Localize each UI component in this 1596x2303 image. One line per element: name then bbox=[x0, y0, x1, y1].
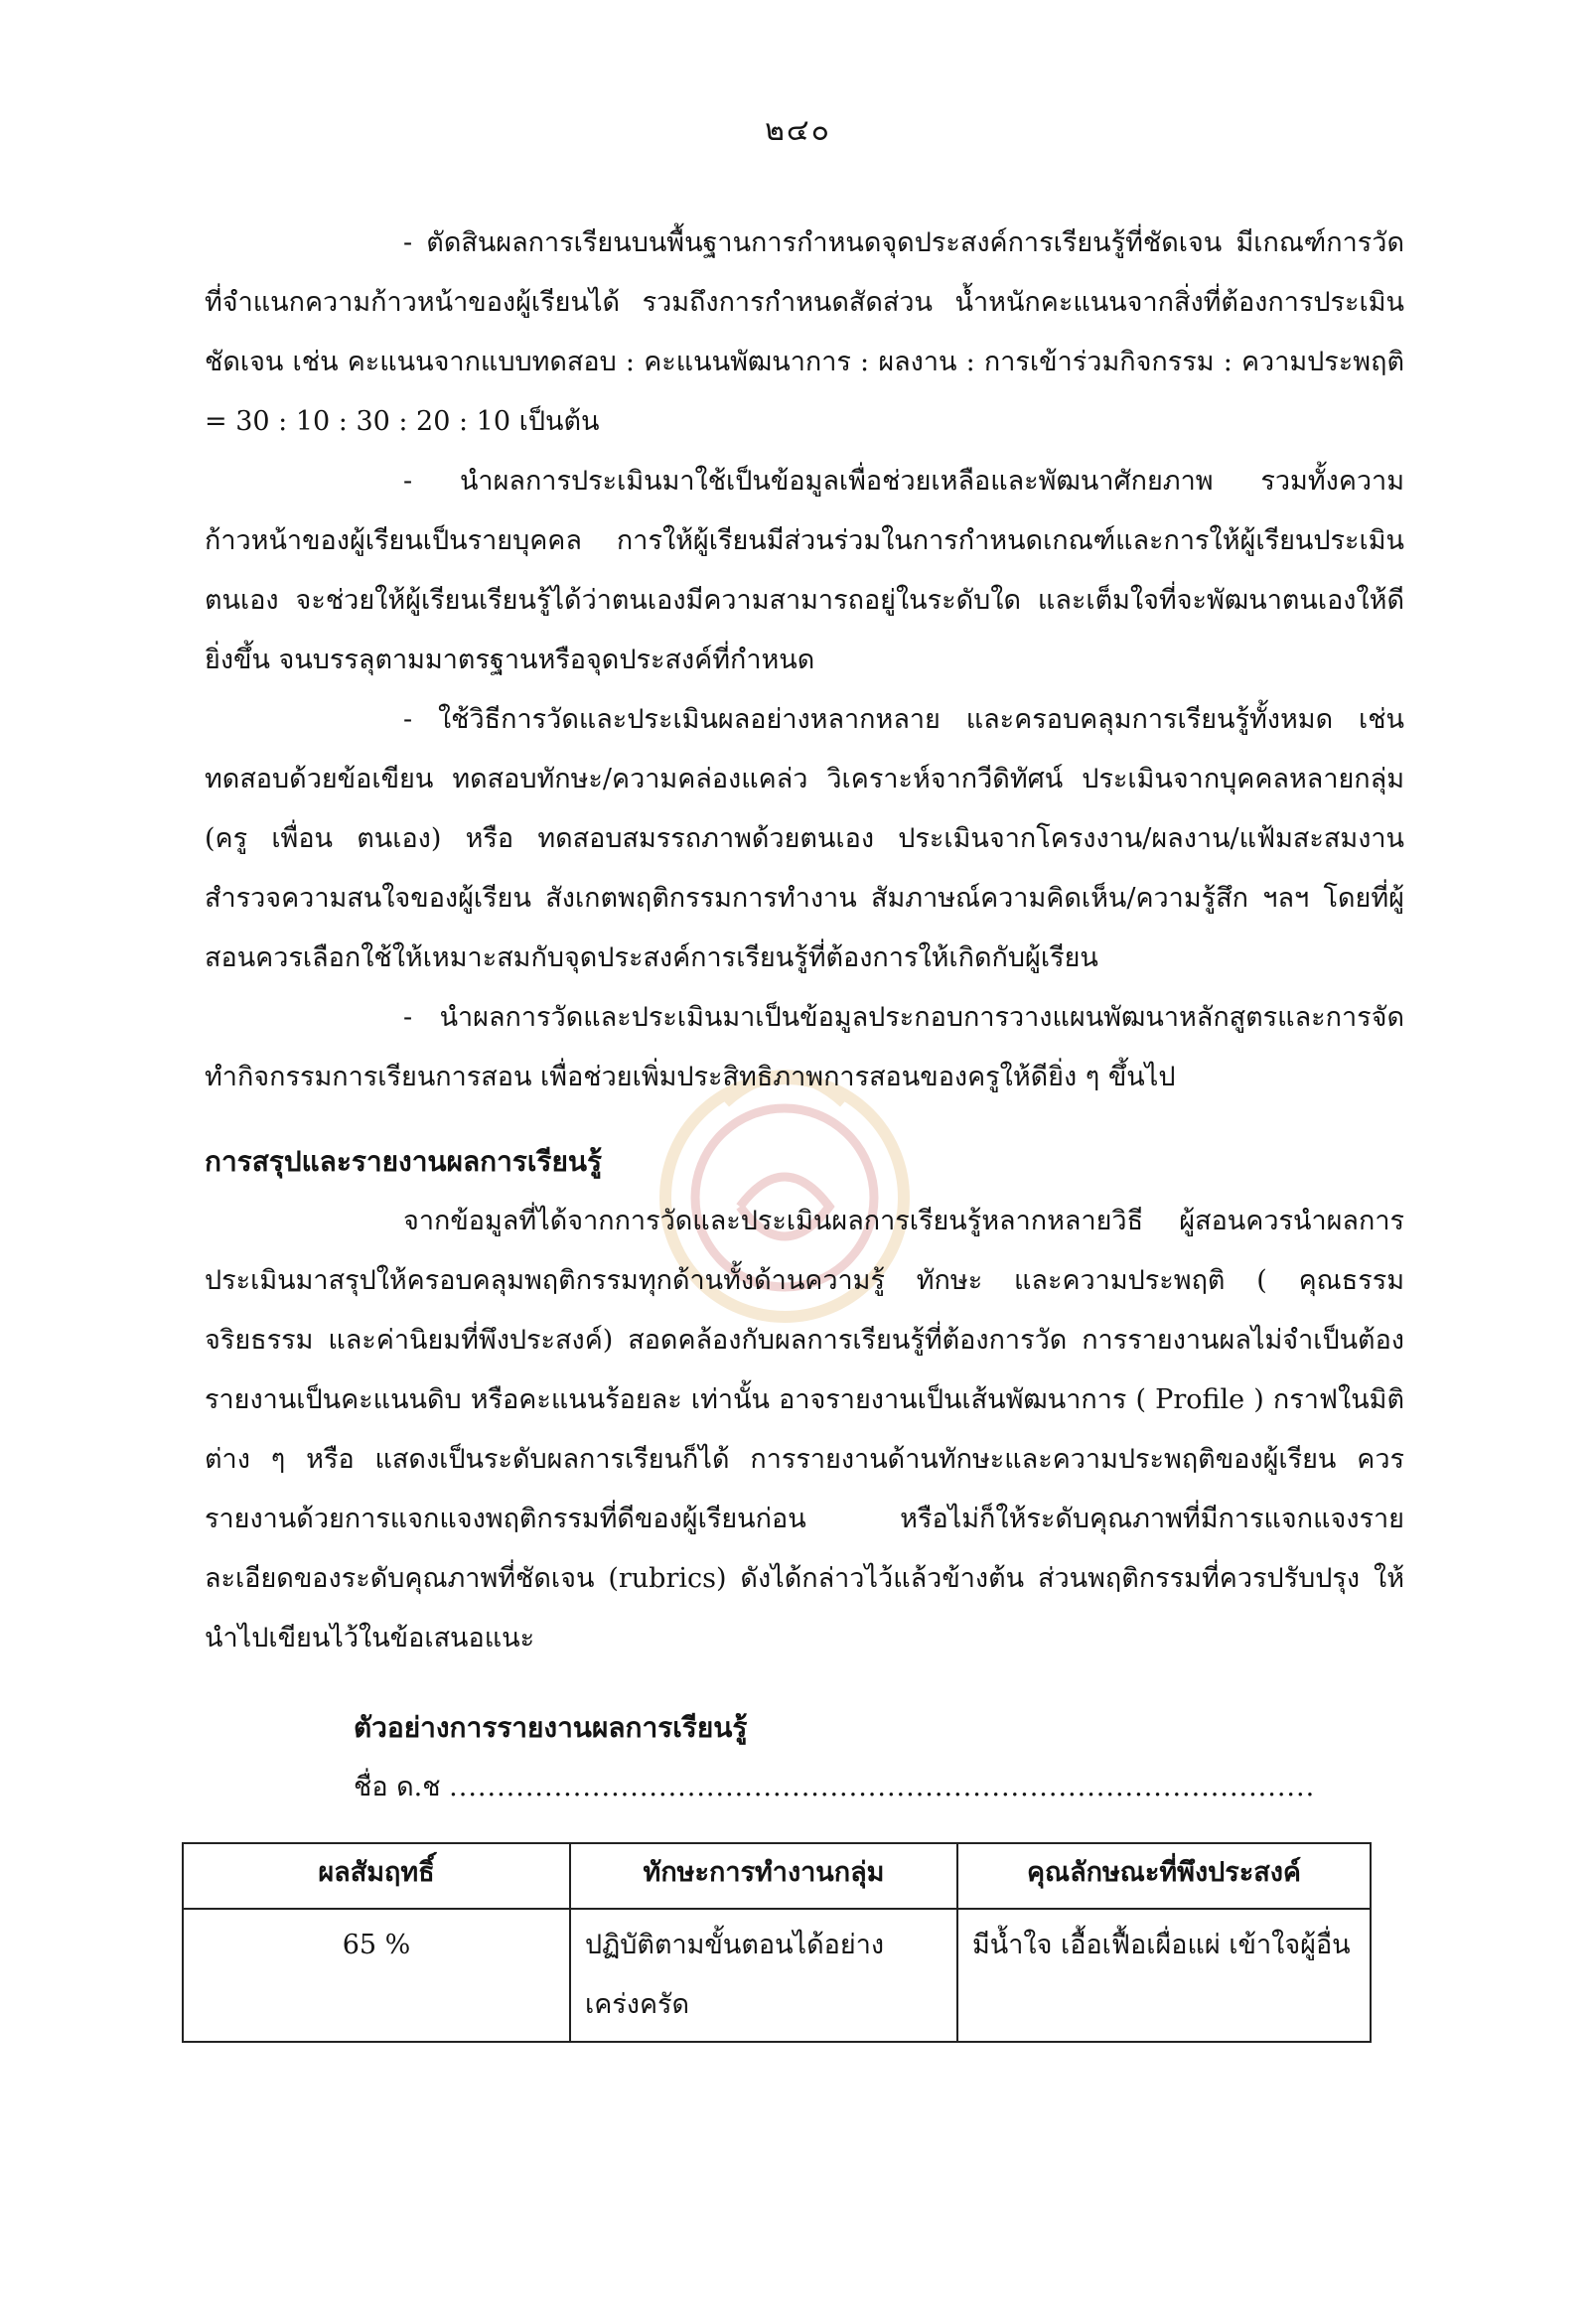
cell-group-skill: ปฏิบัติตามขั้นตอนได้อย่างเคร่งครัด bbox=[570, 1909, 957, 2042]
example-block bbox=[205, 1698, 1404, 1817]
page-number: ๒๔๐ bbox=[765, 113, 831, 148]
name-label: ชื่อ ด.ช bbox=[354, 1772, 441, 1802]
bullet-paragraph-2: - นำผลการประเมินมาใช้เป็นข้อมูลเพื่อช่วยเหลือและพัฒนาศักยภาพ รวมทั้งความก้าวหน้าของผู้เรียนเป็นรายบุคคล การให้ผู้เรียนมีส่วนร่วมในการกำหนดเกณฑ์และการให้ผู้เรียนประเมินตนเอง จะช่วยให้ผู้เรียนเรียนรู้ได้ว่าตนเองมีความสามารถอยู่ในระดับใด และเต็มใจที่จะพัฒนาตนเองให้ดียิ่งขึ้น จนบรรลุตามมาตรฐานหรือจุดประสงค์ที่กำหนด bbox=[205, 466, 1404, 675]
summary-section bbox=[205, 1132, 1404, 1668]
section-paragraph: จากข้อมูลที่ได้จากการวัดและประเมินผลการเรียนรู้หลากหลายวิธี ผู้สอนควรนำผลการประเมินมาสรุปให้ครอบคลุมพฤติกรรมทุกด้านทั้งด้านความรู้ ทักษะ และความประพฤติ ( คุณธรรมจริยธรรม และค่านิยมที่พึงประสงค์) สอดคล้องกับผลการเรียนรู้ที่ต้องการวัด การรายงานผลไม่จำเป็นต้องรายงานเป็นคะแนนดิบ หรือคะแนนร้อยละ เท่านั้น อาจรายงานเป็นเส้นพัฒนาการ ( Profile ) กราฟในมิติต่าง ๆ หรือ แสดงเป็นระดับผลการเรียนก็ได้ การรายงานด้านทักษะและความประพฤติของผู้เรียน ควรรายงานด้วยการแจกแจงพฤติกรรมที่ดีของผู้เรียนก่อน หรือไม่ก็ให้ระดับคุณภาพที่มีการแจกแจงรายละเอียดของระดับคุณภาพที่ชัดเจน (rubrics) ดังได้กล่าวไว้แล้วข้างต้น ส่วนพฤติกรรมที่ควรปรับปรุง ให้นำไปเขียนไว้ในข้อเสนอแนะ bbox=[205, 1206, 1404, 1654]
name-line bbox=[354, 1758, 1404, 1817]
table-row bbox=[183, 1909, 1371, 2042]
report-table bbox=[182, 1842, 1372, 2043]
table-header-row bbox=[183, 1843, 1371, 1909]
cell-desired-traits: มีน้ำใจ เอื้อเฟื้อเผื่อแผ่ เข้าใจผู้อื่น bbox=[957, 1909, 1371, 2042]
example-title: ตัวอย่างการรายงานผลการเรียนรู้ bbox=[354, 1711, 748, 1744]
name-dots: ........................................................................................... bbox=[449, 1772, 1316, 1802]
cell-achievement: 65 % bbox=[183, 1909, 570, 2042]
bullet-paragraph-1: - ตัดสินผลการเรียนบนพื้นฐานการกำหนดจุดประสงค์การเรียนรู้ที่ชัดเจน มีเกณฑ์การวัดที่จำแนกความก้าวหน้าของผู้เรียนได้ รวมถึงการกำหนดสัดส่วน น้ำหนักคะแนนจากสิ่งที่ต้องการประเมินชัดเจน เช่น คะแนนจากแบบทดสอบ : คะแนนพัฒนาการ : ผลงาน : การเข้าร่วมกิจกรรม : ความประพฤติ = 30 : 10 : 30 : 20 : 10 เป็นต้น bbox=[205, 227, 1404, 437]
header-achievement: ผลสัมฤทธิ์ bbox=[183, 1843, 570, 1909]
body-text bbox=[205, 214, 1404, 1107]
bullet-paragraph-4: - นำผลการวัดและประเมินมาเป็นข้อมูลประกอบการวางแผนพัฒนาหลักสูตรและการจัดทำกิจกรรมการเรียนการสอน เพื่อช่วยเพิ่มประสิทธิภาพการสอนของครูให้ดียิ่ง ๆ ขึ้นไป bbox=[205, 1002, 1404, 1092]
section-heading: การสรุปและรายงานผลการเรียนรู้ bbox=[205, 1145, 603, 1178]
header-group-skill: ทักษะการทำงานกลุ่ม bbox=[570, 1843, 957, 1909]
header-desired-traits: คุณลักษณะที่พึงประสงค์ bbox=[957, 1843, 1371, 1909]
bullet-paragraph-3: - ใช้วิธีการวัดและประเมินผลอย่างหลากหลาย และครอบคลุมการเรียนรู้ทั้งหมด เช่น ทดสอบด้วยข้อเขียน ทดสอบทักษะ/ความคล่องแคล่ว วิเคราะห์จากวีดิทัศน์ ประเมินจากบุคคลหลายกลุ่ม (ครู เพื่อน ตนเอง) หรือ ทดสอบสมรรถภาพด้วยตนเอง ประเมินจากโครงงาน/ผลงาน/แฟ้มสะสมงาน สำรวจความสนใจของผู้เรียน สังเกตพฤติกรรมการทำงาน สัมภาษณ์ความคิดเห็น/ความรู้สึก ฯลฯ โดยที่ผู้สอนควรเลือกใช้ให้เหมาะสมกับจุดประสงค์การเรียนรู้ที่ต้องการให้เกิดกับผู้เรียน bbox=[205, 704, 1404, 973]
